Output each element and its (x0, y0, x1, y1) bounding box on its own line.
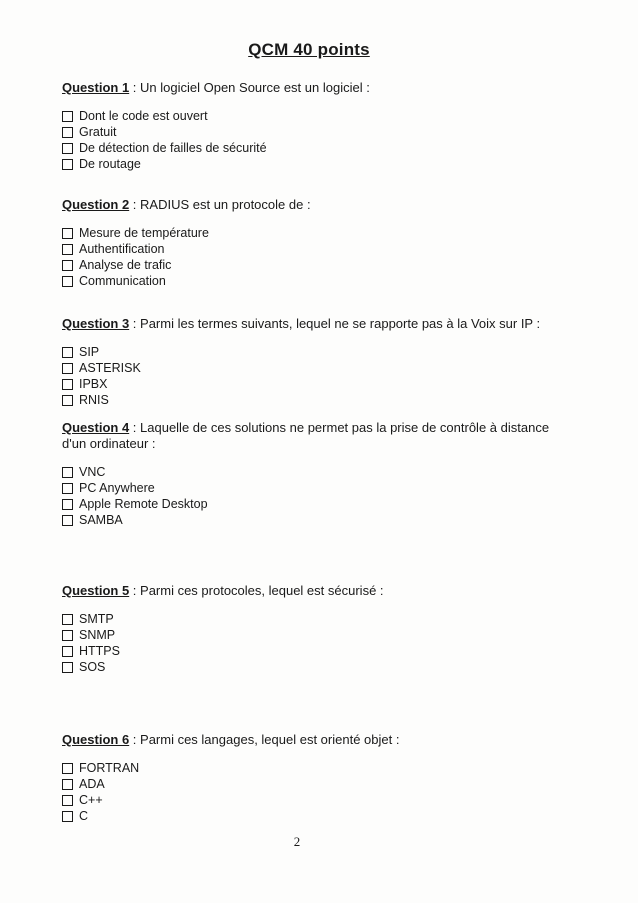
question-label: Question 3 (62, 316, 130, 331)
question-4 (62, 420, 552, 528)
option-label: Dont le code est ouvert (79, 109, 208, 123)
option-checkbox[interactable] (62, 512, 552, 528)
question-3 (62, 316, 562, 408)
checkbox-icon[interactable] (62, 483, 73, 494)
option-checkbox[interactable] (62, 776, 562, 792)
checkbox-icon[interactable] (62, 630, 73, 641)
option-checkbox[interactable] (62, 344, 562, 360)
question-heading (62, 732, 562, 748)
checkbox-icon[interactable] (62, 276, 73, 287)
option-checkbox[interactable] (62, 760, 562, 776)
option-checkbox[interactable] (62, 792, 562, 808)
option-label: De détection de failles de sécurité (79, 141, 267, 155)
checkbox-icon[interactable] (62, 795, 73, 806)
option-label: FORTRAN (79, 761, 140, 775)
option-label: Gratuit (79, 125, 117, 139)
option-label: SMTP (79, 612, 114, 626)
question-text: : Un logiciel Open Source est un logiciel : (129, 80, 370, 95)
checkbox-icon[interactable] (62, 614, 73, 625)
question-label: Question 4 (62, 420, 130, 435)
question-6 (62, 732, 562, 824)
checkbox-icon[interactable] (62, 244, 73, 255)
question-label: Question 6 (62, 732, 130, 747)
question-heading (62, 583, 562, 599)
checkbox-icon[interactable] (62, 467, 73, 478)
question-1 (62, 80, 562, 172)
option-checkbox[interactable] (62, 225, 562, 241)
checkbox-icon[interactable] (62, 395, 73, 406)
page-number: 2 (293, 834, 301, 849)
option-checkbox[interactable] (62, 108, 562, 124)
option-label: RNIS (79, 393, 109, 407)
option-label: Apple Remote Desktop (79, 497, 208, 511)
option-label: IPBX (79, 377, 108, 391)
option-label: C++ (79, 793, 103, 807)
option-checkbox[interactable] (62, 659, 562, 675)
checkbox-icon[interactable] (62, 143, 73, 154)
option-label: PC Anywhere (79, 481, 155, 495)
checkbox-icon[interactable] (62, 646, 73, 657)
option-checkbox[interactable] (62, 643, 562, 659)
question-heading (62, 316, 562, 332)
option-checkbox[interactable] (62, 464, 552, 480)
option-label: Communication (79, 274, 166, 288)
option-label: Mesure de température (79, 226, 209, 240)
checkbox-icon[interactable] (62, 111, 73, 122)
question-label: Question 5 (62, 583, 130, 598)
option-label: SAMBA (79, 513, 123, 527)
option-label: HTTPS (79, 644, 120, 658)
option-checkbox[interactable] (62, 360, 562, 376)
checkbox-icon[interactable] (62, 662, 73, 673)
question-label: Question 2 (62, 197, 130, 212)
option-checkbox[interactable] (62, 611, 562, 627)
checkbox-icon[interactable] (62, 159, 73, 170)
question-5 (62, 583, 562, 675)
option-checkbox[interactable] (62, 627, 562, 643)
option-label: Authentification (79, 242, 165, 256)
option-checkbox[interactable] (62, 808, 562, 824)
checkbox-icon[interactable] (62, 363, 73, 374)
checkbox-icon[interactable] (62, 811, 73, 822)
option-checkbox[interactable] (62, 124, 562, 140)
checkbox-icon[interactable] (62, 763, 73, 774)
checkbox-icon[interactable] (62, 260, 73, 271)
option-checkbox[interactable] (62, 376, 562, 392)
checkbox-icon[interactable] (62, 499, 73, 510)
question-heading (62, 420, 552, 452)
option-checkbox[interactable] (62, 480, 552, 496)
option-checkbox[interactable] (62, 273, 562, 289)
option-checkbox[interactable] (62, 140, 562, 156)
checkbox-icon[interactable] (62, 127, 73, 138)
question-text: : Parmi ces protocoles, lequel est sécurisé : (129, 583, 384, 598)
option-label: ASTERISK (79, 361, 141, 375)
option-checkbox[interactable] (62, 156, 562, 172)
checkbox-icon[interactable] (62, 347, 73, 358)
checkbox-icon[interactable] (62, 779, 73, 790)
option-label: SNMP (79, 628, 116, 642)
page-title: QCM 40 points (248, 40, 370, 59)
option-label: De routage (79, 157, 141, 171)
option-checkbox[interactable] (62, 257, 562, 273)
question-label: Question 1 (62, 80, 130, 95)
option-checkbox[interactable] (62, 241, 562, 257)
option-checkbox[interactable] (62, 496, 552, 512)
question-2 (62, 197, 562, 289)
question-heading (62, 197, 562, 213)
checkbox-icon[interactable] (62, 228, 73, 239)
option-label: ADA (79, 777, 105, 791)
option-label: VNC (79, 465, 106, 479)
question-text: : Laquelle de ces solutions ne permet pas la prise de contrôle à distance d'un ordinateur : (62, 420, 550, 451)
option-label: SOS (79, 660, 106, 674)
question-text: : Parmi ces langages, lequel est orienté objet : (129, 732, 400, 747)
option-checkbox[interactable] (62, 392, 562, 408)
option-label: C (79, 809, 89, 823)
question-heading (62, 80, 562, 96)
question-text: : RADIUS est un protocole de : (129, 197, 311, 212)
checkbox-icon[interactable] (62, 379, 73, 390)
option-label: SIP (79, 345, 100, 359)
option-label: Analyse de trafic (79, 258, 172, 272)
checkbox-icon[interactable] (62, 515, 73, 526)
question-text: : Parmi les termes suivants, lequel ne se rapporte pas à la Voix sur IP : (129, 316, 541, 331)
